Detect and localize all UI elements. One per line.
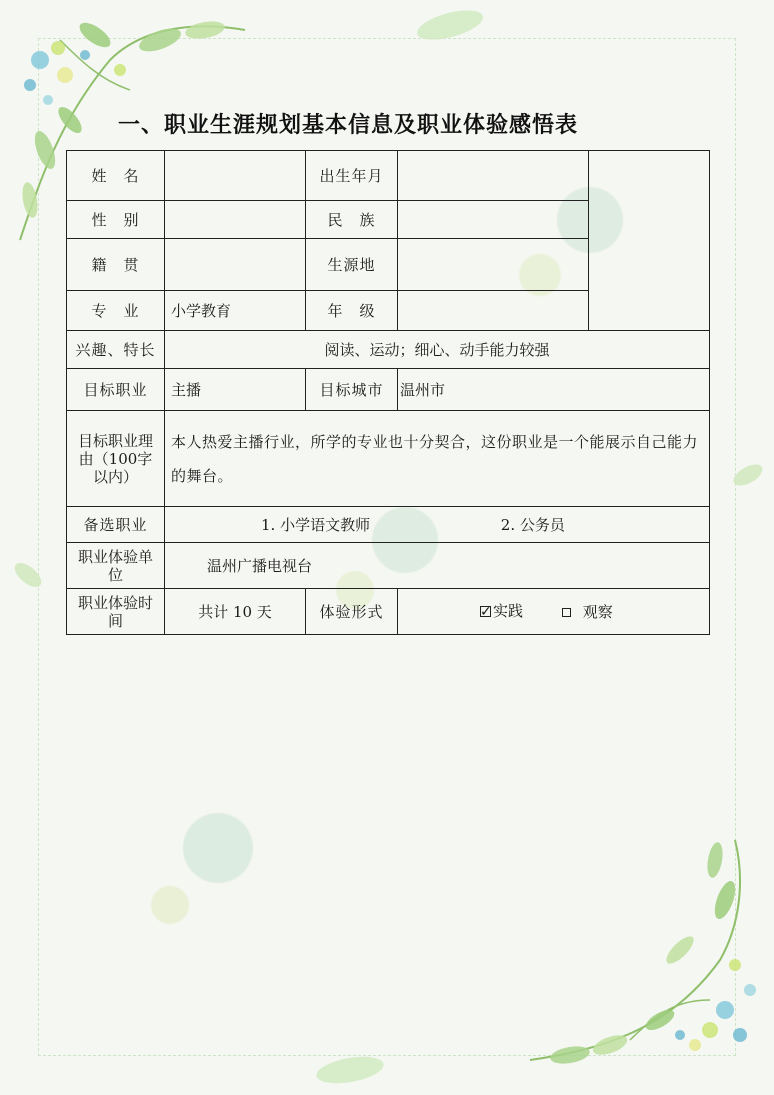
alt-job-2[interactable]: 2. 公务员: [500, 515, 565, 534]
form-option-practice[interactable]: [480, 600, 523, 622]
table-row: [67, 411, 710, 507]
birth-label: 出生年月: [306, 151, 398, 201]
interest-field[interactable]: 阅读、运动；细心、动手能力较强: [165, 331, 710, 369]
birth-field[interactable]: [398, 151, 589, 201]
origin-label: 生源地: [306, 239, 398, 291]
table-row: [67, 543, 710, 589]
native-place-field[interactable]: [165, 239, 306, 291]
form-option-observe-label: 观察: [582, 603, 613, 621]
table-row: [67, 151, 710, 201]
form-option-practice-label: 实践: [493, 602, 524, 620]
target-job-label: 目标职业: [67, 369, 165, 411]
unit-label: 职业体验单位: [67, 543, 165, 589]
leaf-decoration-bottom: [310, 1050, 390, 1090]
alt-job-1[interactable]: 1. 小学语文教师: [261, 515, 371, 534]
checked-box-icon[interactable]: [480, 606, 491, 617]
unchecked-box-icon[interactable]: [562, 608, 571, 617]
leaf-decoration-left: [8, 555, 48, 595]
name-field[interactable]: [165, 151, 306, 201]
alt-job-label: 备选职业: [67, 507, 165, 543]
ethnicity-field[interactable]: [398, 201, 589, 239]
form-options: [398, 589, 710, 635]
table-row: [67, 589, 710, 635]
reason-label: 目标职业理由（100字以内）: [67, 411, 165, 507]
interest-label: 兴趣、特长: [67, 331, 165, 369]
gender-label: 性 别: [67, 201, 165, 239]
page-title: 一、职业生涯规划基本信息及职业体验感悟表: [118, 113, 579, 138]
form-label: 体验形式: [306, 589, 398, 635]
leaf-decoration-top: [410, 5, 490, 45]
ethnicity-label: 民 族: [306, 201, 398, 239]
major-label: 专 业: [67, 291, 165, 331]
time-field[interactable]: 共计 10 天: [165, 589, 306, 635]
target-job-field[interactable]: 主播: [165, 369, 306, 411]
grade-label: 年 级: [306, 291, 398, 331]
photo-area: [589, 151, 710, 331]
career-info-table: [66, 150, 710, 635]
table-row: [67, 369, 710, 411]
target-city-label: 目标城市: [306, 369, 398, 411]
reason-field[interactable]: 本人热爱主播行业，所学的专业也十分契合，这份职业是一个能展示自己能力的舞台。: [165, 411, 710, 507]
form-option-observe[interactable]: [562, 601, 613, 623]
table-row: [67, 507, 710, 543]
major-field[interactable]: 小学教育: [165, 291, 306, 331]
native-place-label: 籍 贯: [67, 239, 165, 291]
table-row: [67, 331, 710, 369]
name-label: 姓 名: [67, 151, 165, 201]
origin-field[interactable]: [398, 239, 589, 291]
grade-field[interactable]: [398, 291, 589, 331]
leaf-decoration-right: [728, 455, 768, 495]
target-city-field[interactable]: 温州市: [398, 369, 710, 411]
gender-field[interactable]: [165, 201, 306, 239]
time-label: 职业体验时间: [67, 589, 165, 635]
alt-job-field: [165, 507, 710, 543]
floral-decoration-bottom-right: [510, 830, 774, 1095]
unit-field[interactable]: 温州广播电视台: [165, 543, 710, 589]
